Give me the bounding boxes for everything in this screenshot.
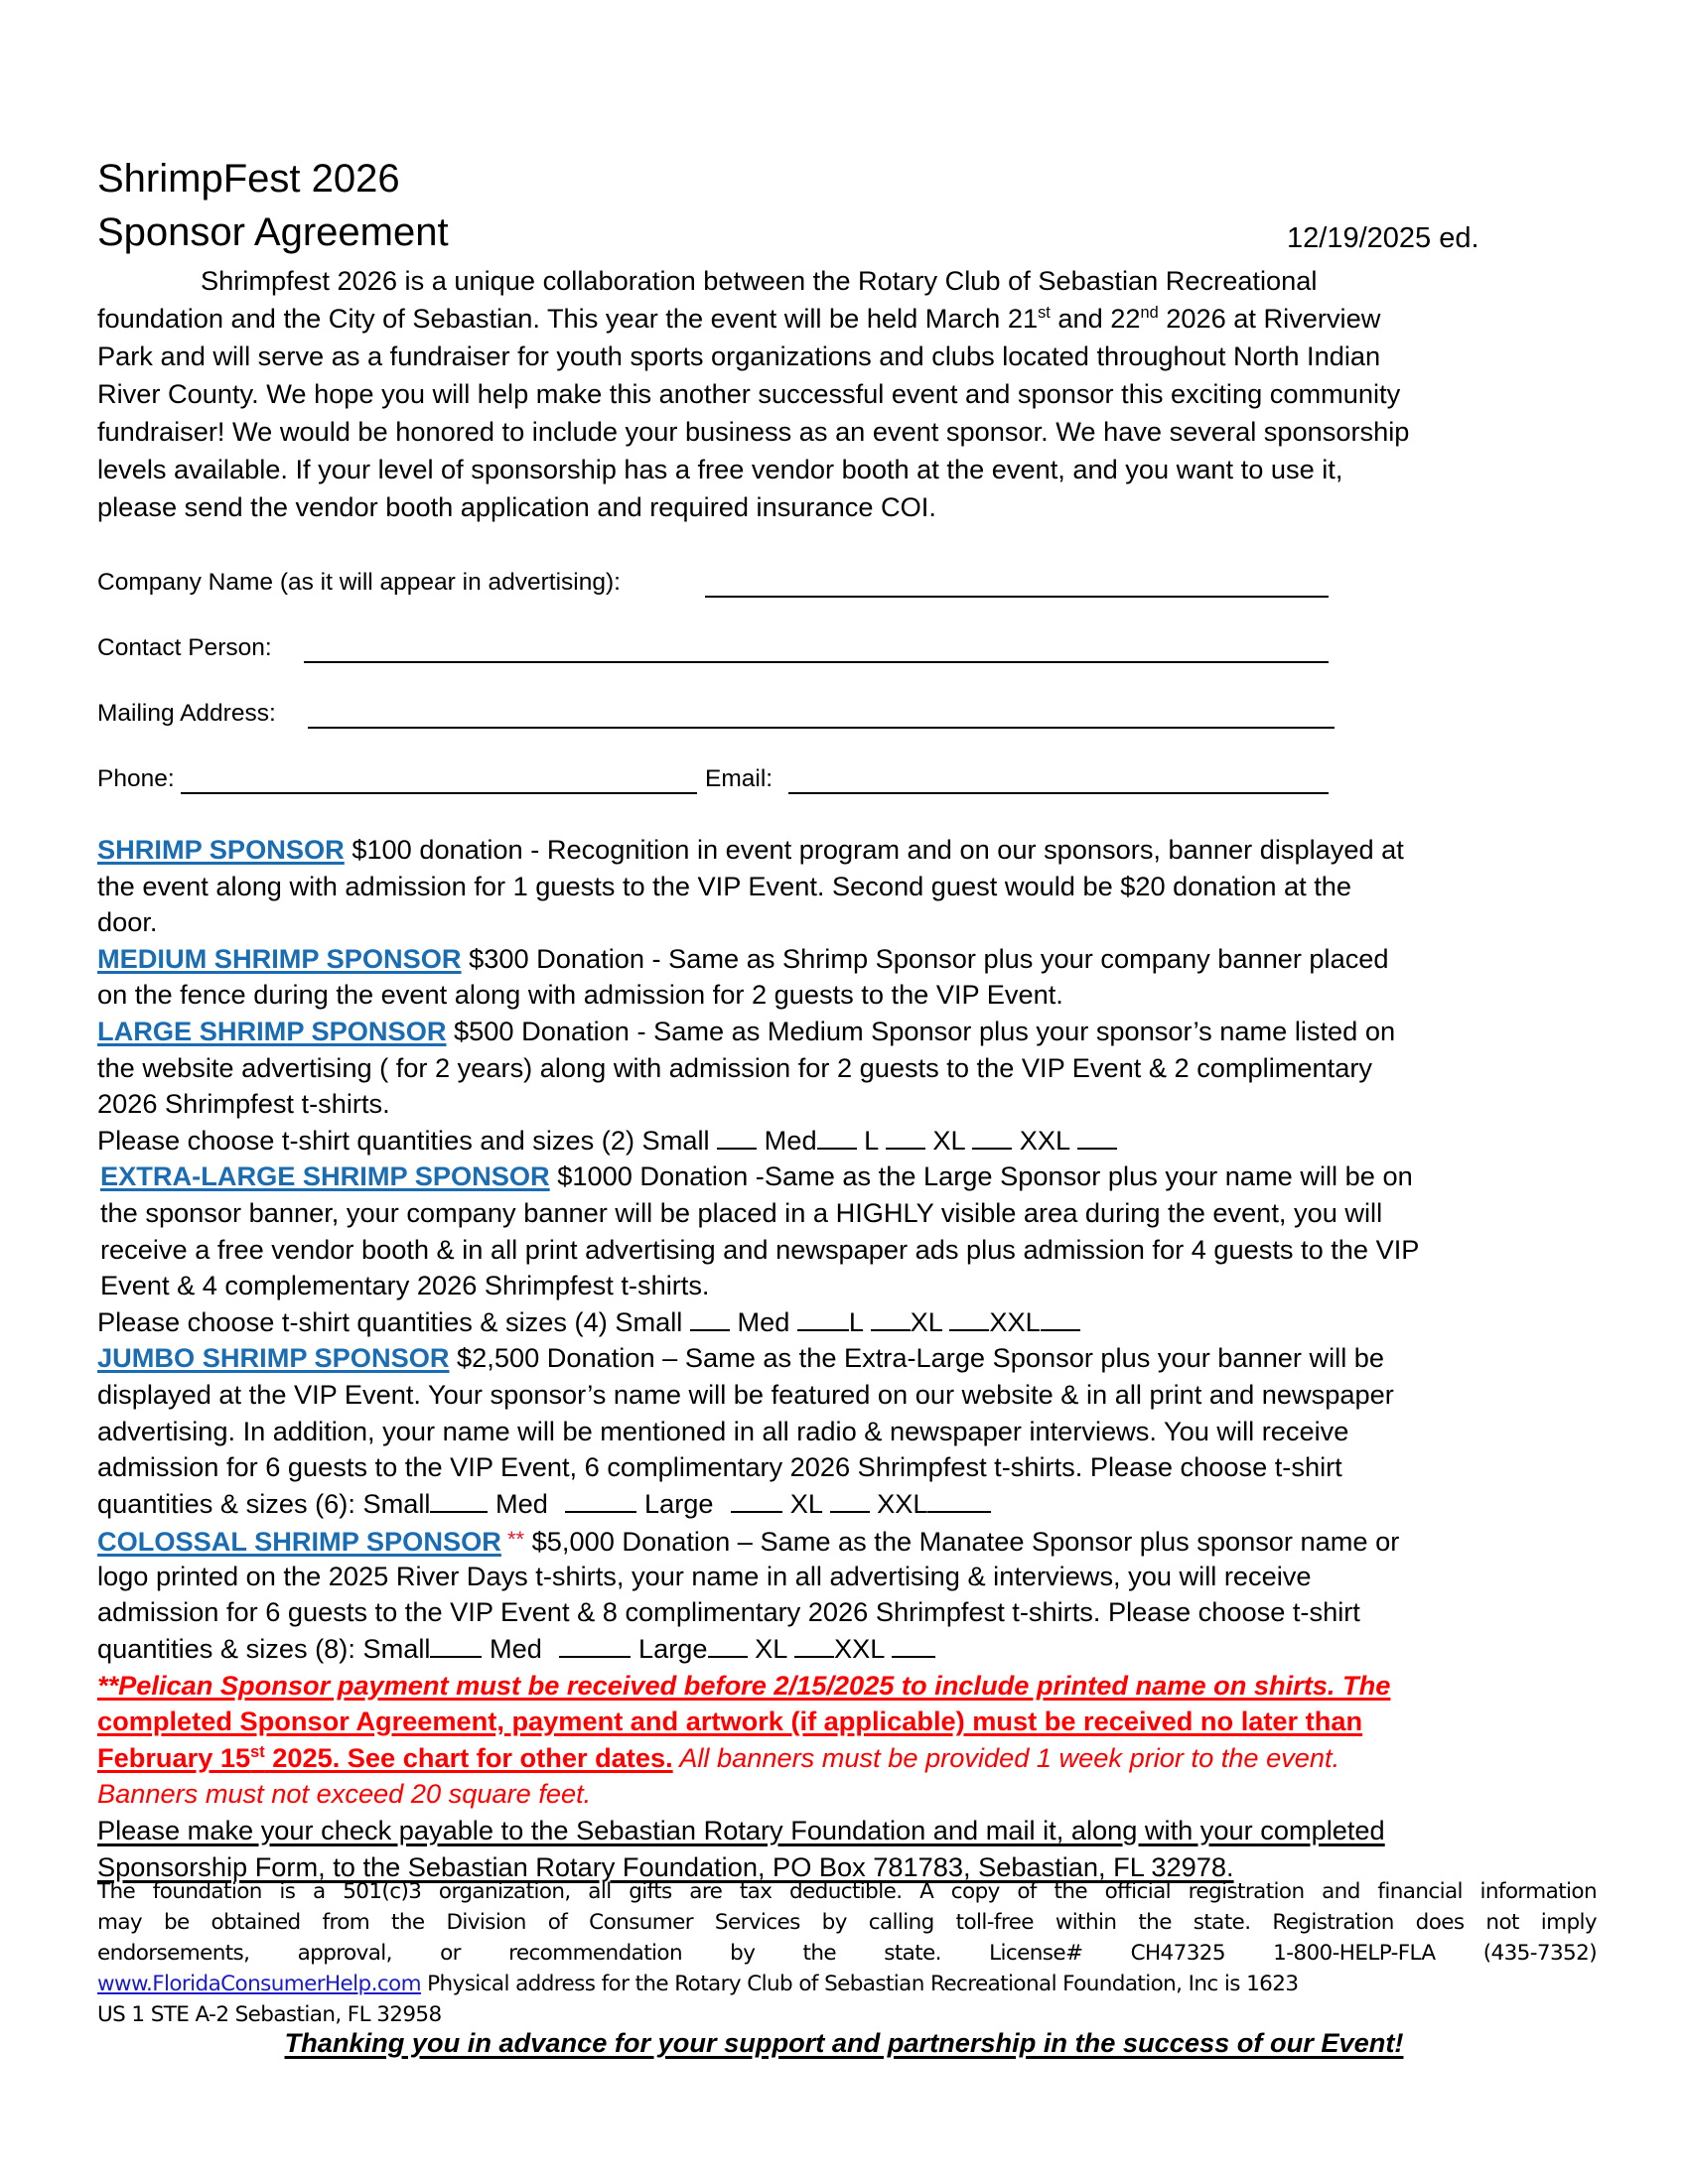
company-name-field[interactable] [705, 596, 1329, 598]
banner-size-notice: Banners must not exceed 20 square feet. [97, 1778, 592, 1810]
jumbo-shirt-sizes: quantities & sizes (6): Small Med Large XL XXL [97, 1486, 1626, 1523]
jumbo-xl-qty[interactable] [830, 1489, 870, 1513]
sponsor-level-medium: MEDIUM SHRIMP SPONSOR $300 Donation - Same as Shrimp Sponsor plus your company banner placed [97, 942, 1389, 974]
mailing-address-text: Sponsorship Form, to the Sebastian Rotary Foundation, PO Box 781783, Sebastian, FL 32978. [97, 1850, 1234, 1882]
sponsor-text-line: admission for 6 guests to the VIP Event, 6 complimentary 2026 Shrimpfest t-shirts. Please choose t-shirt [97, 1451, 1342, 1483]
intro-line: River County. We hope you will help make this another successful event and sponsor this exciting community [97, 378, 1401, 409]
sponsor-text-line: door. [97, 906, 158, 938]
company-name-label: Company Name (as it will appear in advertising): [97, 569, 621, 596]
disclosure-line: US 1 STE A-2 Sebastian, FL 32958 [97, 2002, 442, 2027]
intro-line: levels available. If your level of sponsorship has a free vendor booth at the event, and you want to use it, [97, 454, 1343, 484]
mailing-instructions: Please make your check payable to the Sebastian Rotary Foundation and mail it, along with your completed [97, 1815, 1385, 1846]
sponsor-text-line: logo printed on the 2025 River Days t-shirts, your name in all advertising & interviews, you will receive [97, 1560, 1312, 1591]
colossal-sponsor-heading: COLOSSAL SHRIMP SPONSOR [97, 1526, 501, 1558]
deadline-notice: completed Sponsor Agreement, payment and artwork (if applicable) must be received no later than [97, 1706, 1363, 1737]
large-xl-qty[interactable] [972, 1126, 1012, 1150]
jumbo-large-qty[interactable] [731, 1489, 782, 1513]
colossal-xxl-qty[interactable] [892, 1634, 935, 1658]
large-med-qty[interactable] [817, 1126, 857, 1150]
sponsor-text-line: advertising. In addition, your name will be mentioned in all radio & newspaper interviews. You will receive [97, 1415, 1349, 1446]
email-label: Email: [705, 765, 774, 792]
colossal-med-qty[interactable] [559, 1634, 631, 1658]
phone-email-row [97, 762, 1388, 796]
document-subtitle: Sponsor Agreement [97, 210, 449, 254]
colossal-xl-qty[interactable] [794, 1634, 834, 1658]
jumbo-xxl-qty[interactable] [927, 1489, 991, 1513]
intro-line: fundraiser! We would be honored to include your business as an event sponsor. We have several sponsorship [97, 416, 1410, 447]
shrimp-sponsor-heading: SHRIMP SPONSOR [97, 834, 345, 865]
large-l-qty[interactable] [886, 1126, 925, 1150]
xlarge-med-qty[interactable] [797, 1307, 849, 1331]
mailing-address-label: Mailing Address: [97, 700, 276, 727]
large-sponsor-heading: LARGE SHRIMP SPONSOR [97, 1015, 447, 1046]
sponsor-level-colossal: COLOSSAL SHRIMP SPONSOR ** $5,000 Donation – Same as the Manatee Sponsor plus sponsor name or [97, 1526, 1400, 1558]
sponsor-text-line: on the fence during the event along with admission for 2 guests to the VIP Event. [97, 979, 1063, 1011]
extra-large-sponsor-heading: EXTRA-LARGE SHRIMP SPONSOR [100, 1160, 550, 1192]
mailing-address-field[interactable] [308, 727, 1335, 729]
sponsor-text-line: the website advertising ( for 2 years) along with admission for 2 guests to the VIP Event & 2 complimentary [97, 1051, 1372, 1083]
sponsor-level-large: LARGE SHRIMP SPONSOR $500 Donation - Same as Medium Sponsor plus your sponsor’s name listed on [97, 1015, 1396, 1046]
disclosure-line: endorsements, approval, or recommendation by the state. License# CH47325 1-800-HELP-FLA (435-7352) [97, 1941, 1597, 1966]
xlarge-shirt-sizes: Please choose t-shirt quantities & sizes (4) Small Med L XL XXL [97, 1304, 1626, 1341]
footnote-stars: ** [500, 1527, 525, 1553]
phone-label: Phone: [97, 765, 175, 792]
colossal-shirt-sizes: quantities & sizes (8): Small Med Large XL XXL [97, 1631, 1626, 1668]
sponsor-text-line: receive a free vendor booth & in all print advertising and newspaper ads plus admission for 4 guests to the VIP [100, 1233, 1420, 1265]
sponsor-text-line: Event & 4 complementary 2026 Shrimpfest t-shirts. [100, 1270, 710, 1301]
intro-line: please send the vendor booth application and required insurance COI. [97, 491, 936, 522]
jumbo-med-qty[interactable] [565, 1489, 636, 1513]
xlarge-l-qty[interactable] [871, 1307, 911, 1331]
sponsor-text-line: the event along with admission for 1 guests to the VIP Event. Second guest would be $20 donation at the [97, 870, 1352, 901]
sponsorship-levels [97, 832, 1626, 1885]
intro-line: Park and will serve as a fundraiser for youth sports organizations and clubs located throughout North Indian [97, 341, 1381, 371]
banner-deadline-text: All banners must be provided 1 week prior to the event. [672, 1741, 1340, 1773]
disclosure-line: may be obtained from the Division of Consumer Services by calling toll-free within the state. Registration does not imply [97, 1910, 1597, 1935]
disclosure-line: www.FloridaConsumerHelp.com Physical address for the Rotary Club of Sebastian Recreational Foundation, Inc is 1623 [97, 1972, 1299, 1996]
edition-date: 12/19/2025 ed. [1287, 222, 1479, 254]
email-field[interactable] [788, 792, 1329, 794]
contact-person-row [97, 631, 1388, 665]
deadline-date-line: February 15st 2025. See chart for other dates. All banners must be provided 1 week prior to the event. [97, 1741, 1340, 1773]
thank-you-message: Thanking you in advance for your support and partnership in the success of our Event! [284, 2027, 1404, 2058]
jumbo-small-qty[interactable] [430, 1489, 488, 1513]
large-xxl-qty[interactable] [1077, 1126, 1117, 1150]
xlarge-small-qty[interactable] [690, 1307, 730, 1331]
sponsor-level-shrimp: SHRIMP SPONSOR $100 donation - Recognition in event program and on our sponsors, banner displayed at [97, 834, 1404, 865]
medium-sponsor-heading: MEDIUM SHRIMP SPONSOR [97, 942, 462, 974]
company-name-row [97, 566, 1388, 600]
legal-disclosure [97, 1876, 1597, 2030]
large-small-qty[interactable] [717, 1126, 757, 1150]
contact-person-label: Contact Person: [97, 634, 272, 661]
intro-line: Shrimpfest 2026 is a unique collaboration between the Rotary Club of Sebastian Recreational [201, 265, 1318, 296]
contact-person-field[interactable] [304, 661, 1329, 663]
large-shirt-sizes: Please choose t-shirt quantities and sizes (2) Small Med L XL XXL [97, 1123, 1626, 1160]
colossal-large-qty[interactable] [708, 1634, 748, 1658]
sponsor-text-line: admission for 6 guests to the VIP Event & 8 complimentary 2026 Shrimpfest t-shirts. Please choose t-shirt [97, 1596, 1360, 1628]
sponsor-level-extra-large: EXTRA-LARGE SHRIMP SPONSOR $1000 Donation -Same as the Large Sponsor plus your name will be on [100, 1160, 1413, 1192]
intro-paragraph [97, 262, 1607, 526]
disclosure-line: The foundation is a 501(c)3 organization, all gifts are tax deductible. A copy of the official registration and financial information [97, 1879, 1597, 1904]
intro-line: foundation and the City of Sebastian. This year the event will be held March 21st and 22nd 2026 at Riverview [97, 303, 1381, 334]
florida-consumer-help-link[interactable]: www.FloridaConsumerHelp.com [97, 1972, 421, 1996]
pelican-deadline-notice: **Pelican Sponsor payment must be received before 2/15/2025 to include printed name on shirts. The [97, 1669, 1391, 1701]
sponsor-text-line: the sponsor banner, your company banner will be placed in a HIGHLY visible area during the event, you will [100, 1196, 1383, 1228]
mailing-address-row [97, 697, 1388, 731]
sponsor-text-line: 2026 Shrimpfest t-shirts. [97, 1088, 390, 1120]
sponsor-text-line: displayed at the VIP Event. Your sponsor’s name will be featured on our website & in all print and newspaper [97, 1378, 1394, 1410]
document-title: ShrimpFest 2026 [97, 157, 400, 201]
sponsor-level-jumbo: JUMBO SHRIMP SPONSOR $2,500 Donation – Same as the Extra-Large Sponsor plus your banner will be [97, 1342, 1385, 1374]
jumbo-sponsor-heading: JUMBO SHRIMP SPONSOR [97, 1342, 450, 1374]
xlarge-xl-qty[interactable] [949, 1307, 989, 1331]
colossal-small-qty[interactable] [430, 1634, 482, 1658]
phone-field[interactable] [181, 792, 697, 794]
xlarge-xxl-qty[interactable] [1041, 1307, 1080, 1331]
